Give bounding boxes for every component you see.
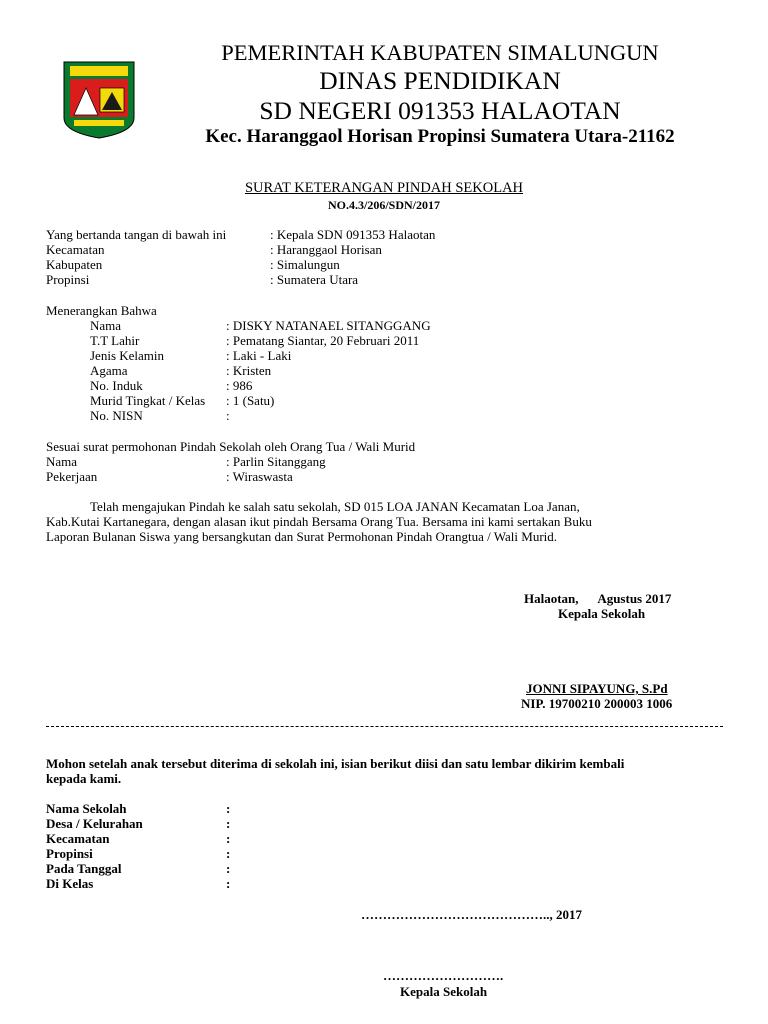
signer-value: : Simalungun	[270, 257, 340, 272]
signer-value: : Sumatera Utara	[270, 272, 359, 287]
student-label: T.T Lahir	[90, 333, 140, 348]
return-field-value: :	[226, 816, 231, 831]
body-paragraph-line: Laporan Bulanan Siswa yang bersangkutan dan Surat Permohonan Pindah Orangtua / Wali Murid.	[46, 529, 558, 544]
signature-name: JONNI SIPAYUNG, S.Pd	[526, 681, 668, 696]
signer-label: Kabupaten	[46, 257, 103, 272]
return-sign-position: Kepala Sekolah	[400, 984, 488, 999]
return-field-value: :	[226, 861, 231, 876]
signer-value: : Kepala SDN 091353 Halaotan	[270, 227, 436, 242]
return-note-line: Mohon setelah anak tersebut diterima di sekolah ini, isian berikut diisi dan satu lembar dikirim kembali	[46, 756, 625, 771]
return-field-value: :	[226, 846, 231, 861]
signature-position: Kepala Sekolah	[558, 606, 646, 621]
student-value: : Laki - Laki	[226, 348, 292, 363]
cut-divider	[46, 726, 723, 727]
student-value: : 986	[226, 378, 253, 393]
return-field-label: Kecamatan	[46, 831, 110, 846]
body-paragraph-line: Kab.Kutai Kartanegara, dengan alasan ikut pindah Bersama Orang Tua. Bersama ini kami sertakan Buku	[46, 514, 592, 529]
header-government: PEMERINTAH KABUPATEN SIMALUNGUN	[221, 40, 659, 65]
return-field-label: Pada Tanggal	[46, 861, 122, 876]
parent-intro: Sesuai surat permohonan Pindah Sekolah oleh Orang Tua / Wali Murid	[46, 439, 416, 454]
signature-place-date: Halaotan, Agustus 2017	[524, 591, 672, 606]
menerangkan-label: Menerangkan Bahwa	[46, 303, 157, 318]
signer-label: Propinsi	[46, 272, 90, 287]
school-emblem-logo	[62, 60, 136, 140]
student-label: No. Induk	[90, 378, 143, 393]
letter-title: SURAT KETERANGAN PINDAH SEKOLAH	[244, 180, 524, 196]
return-field-label: Di Kelas	[46, 876, 94, 891]
signer-label: Yang bertanda tangan di bawah ini	[46, 227, 227, 242]
student-value: : DISKY NATANAEL SITANGGANG	[226, 318, 431, 333]
signature-nip: NIP. 19700210 200003 1006	[521, 696, 673, 711]
return-field-label: Desa / Kelurahan	[46, 816, 143, 831]
return-field-label: Propinsi	[46, 846, 93, 861]
return-field-value: :	[226, 831, 231, 846]
parent-label: Pekerjaan	[46, 469, 98, 484]
student-value: : 1 (Satu)	[226, 393, 275, 408]
return-sign-dots: ……………………….	[383, 968, 504, 983]
parent-value: : Parlin Sitanggang	[226, 454, 326, 469]
student-value: :	[226, 408, 230, 423]
header-department: DINAS PENDIDIKAN	[319, 66, 561, 95]
return-field-label: Nama Sekolah	[46, 801, 127, 816]
return-field-value: :	[226, 801, 231, 816]
letter-number: NO.4.3/206/SDN/2017	[327, 198, 440, 212]
student-value: : Pematang Siantar, 20 Februari 2011	[226, 333, 420, 348]
student-label: Nama	[90, 318, 122, 333]
return-note-line: kepada kami.	[46, 771, 122, 786]
header-address: Kec. Haranggaol Horisan Propinsi Sumatera Utara-21162	[205, 126, 675, 147]
student-label: Jenis Kelamin	[90, 348, 165, 363]
student-label: No. NISN	[90, 408, 143, 423]
student-label: Agama	[90, 363, 128, 378]
header-school-name: SD NEGERI 091353 HALAOTAN	[259, 96, 621, 125]
parent-label: Nama	[46, 454, 78, 469]
body-paragraph-line: Telah mengajukan Pindah ke salah satu sekolah, SD 015 LOA JANAN Kecamatan Loa Janan,	[90, 499, 580, 514]
return-sign-date: …………………………………….., 2017	[361, 907, 582, 922]
parent-value: : Wiraswasta	[226, 469, 293, 484]
return-field-value: :	[226, 876, 231, 891]
student-value: : Kristen	[226, 363, 272, 378]
signer-label: Kecamatan	[46, 242, 105, 257]
signer-value: : Haranggaol Horisan	[270, 242, 382, 257]
student-label: Murid Tingkat / Kelas	[90, 393, 206, 408]
